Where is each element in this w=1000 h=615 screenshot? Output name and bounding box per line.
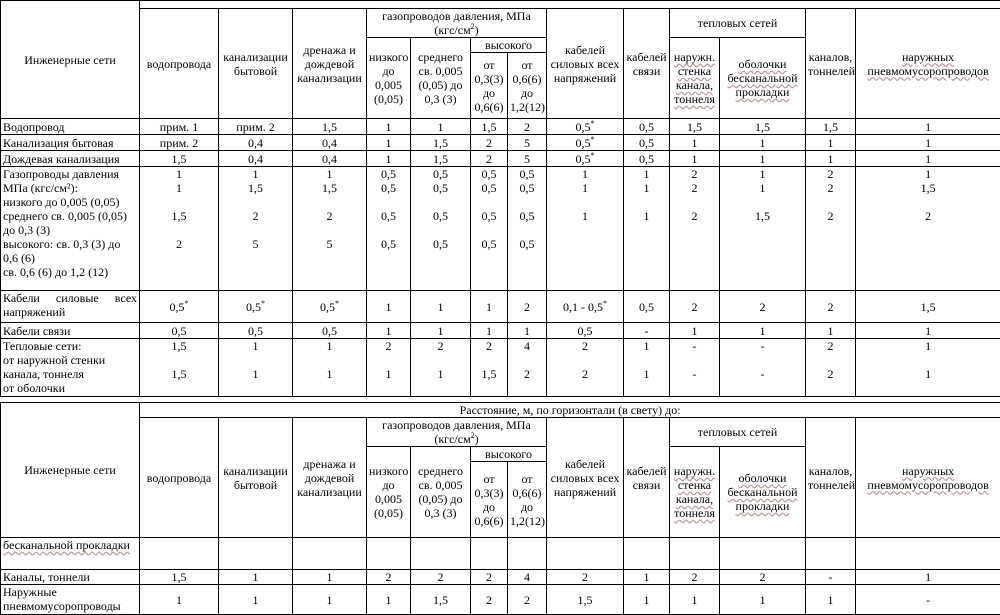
table-cell: 1 1 — [856, 339, 1000, 397]
table-cell: 2 — [367, 570, 411, 585]
row-label: Канализация бытовая — [1, 135, 140, 151]
table-cell: 1 — [411, 291, 471, 323]
table-cell: 1 — [670, 323, 720, 339]
table-cell: прим. 2 — [219, 119, 293, 135]
col-header-gas-group-2: газопроводов давления, МПа $(кгс/см^2)$ — [367, 418, 547, 447]
table-cell: 1 — [508, 323, 547, 339]
table-cell: 1 1,5 2 — [856, 167, 1000, 291]
table-row-shell-continuation — [1, 538, 1000, 570]
col-header-gas-group: газопроводов давления, МПа $(кгс/см^2)$ — [367, 9, 547, 38]
table-cell: 1,5 — [670, 119, 720, 135]
table-cell: 1 1 1 — [547, 167, 624, 291]
table-cell: прим. 2 — [140, 135, 219, 151]
cell-value: 0,1 - 0,5 — [563, 300, 603, 314]
table-cell: 1 — [720, 585, 806, 615]
table-cell: 1 — [624, 570, 670, 585]
table-cell: 1,5 — [547, 585, 624, 615]
table-cell: 1 1,5 2 5 — [293, 167, 367, 291]
col-header-comm-cables-2: кабелей связи — [624, 418, 670, 538]
table-cell: 1 — [367, 323, 411, 339]
table-cell: 0,5 0,5 0,5 0,5 — [411, 167, 471, 291]
col-header-gas-medium: среднего св. 0,005 (0,05) до 0,3 (3) — [411, 38, 471, 119]
col-header-drain-2: дренажа и дождевой канализации — [293, 418, 367, 538]
table-cell: 1 — [411, 119, 471, 135]
table-cell: 2 — [471, 151, 508, 167]
col-header-heat-shell-2: оболочки бесканальной прокладки — [720, 447, 806, 538]
table-cell: 1 — [720, 151, 806, 167]
col-header-drain: дренажа и дождевой канализации — [293, 9, 367, 119]
row-label: Кабели связи — [1, 323, 140, 339]
table-cell: 1 1 — [219, 339, 293, 397]
table-cell: 0,5* — [547, 151, 624, 167]
row-label: Наружные пневмомусоропроводы — [1, 585, 140, 615]
table-cell: 1 — [720, 323, 806, 339]
table-cell: 0,1 - 0,5* — [547, 291, 624, 323]
norms-table-part-2 — [0, 402, 1000, 615]
table-cell: 1 — [411, 323, 471, 339]
table-cell: 1,5 — [293, 119, 367, 135]
cell-value: 0,5 — [576, 120, 591, 134]
col-header-heat-shell: оболочки бесканальной прокладки — [720, 38, 806, 119]
table-cell: 1 — [806, 585, 856, 615]
table-cell: 2 — [471, 570, 508, 585]
table-row — [1, 585, 1000, 615]
col-header-channels-2: каналов, тоннелей — [806, 418, 856, 538]
table-row — [1, 570, 1000, 585]
table-cell: 1 1,5 2 5 — [219, 167, 293, 291]
table-cell: 1 — [806, 135, 856, 151]
table-cell: 1 — [670, 585, 720, 615]
table-cell: 2 1,5 — [471, 339, 508, 397]
col-header-sewer: канализации бытовой — [219, 9, 293, 119]
col-header-gas-high-1: от 0,3(3) до 0,6(6) — [471, 53, 508, 119]
col-header-gas-high-2: высокого — [471, 447, 547, 462]
table-cell: 1 — [806, 323, 856, 339]
table-cell: 1 — [293, 585, 367, 615]
col-header-engineering-networks-2: Инженерные сети — [1, 403, 140, 538]
table-cell: - — [856, 585, 1000, 615]
col-header-water-2: водопровода — [140, 418, 219, 538]
table-cell: 4 2 — [508, 339, 547, 397]
table-row — [1, 119, 1000, 135]
col-header-heat-outer-wall-2: наружн. стенка канала, тоннеля — [670, 447, 720, 538]
table-cell: 0,4 — [219, 135, 293, 151]
col-header-power-cables-2: кабелей силовых всех напряжений — [547, 418, 624, 538]
table-cell: 1,5 — [806, 119, 856, 135]
cell-value: 0,5 — [170, 300, 185, 314]
table-cell: 1,5 — [140, 151, 219, 167]
table-cell: 1 — [367, 135, 411, 151]
table-cell: 1 — [670, 135, 720, 151]
table-row — [1, 291, 1000, 323]
col-header-pneumo: наружных пневмомусоропроводов — [856, 9, 1000, 119]
table-cell: - — [806, 570, 856, 585]
table-cell: 0,5 0,5 0,5 0,5 — [471, 167, 508, 291]
col-header-heat-group-2: тепловых сетей — [670, 418, 806, 447]
table-cell: 0,5* — [293, 291, 367, 323]
row-label: Кабели силовые всех напряжений — [1, 291, 140, 323]
table-cell: 2 1 — [411, 339, 471, 397]
table-cell: 2 — [508, 585, 547, 615]
table-cell: 2 — [411, 570, 471, 585]
row-label: Водопровод — [1, 119, 140, 135]
table-cell: 0,5 — [293, 323, 367, 339]
table-cell: 0,5 — [624, 135, 670, 151]
col-header-gas-medium-2: среднего св. 0,005 (0,05) до 0,3 (3) — [411, 447, 471, 538]
table-cell: 0,5 — [140, 323, 219, 339]
table-cell: 5 — [508, 151, 547, 167]
table-cell: 0,5* — [547, 119, 624, 135]
table-cell: 1 — [219, 585, 293, 615]
table-cell: 0,5 — [219, 323, 293, 339]
table-cell: 1 — [140, 585, 219, 615]
table-row-heat — [1, 339, 1000, 397]
table-cell: 0,5* — [219, 291, 293, 323]
table-cell: 1 — [367, 585, 411, 615]
cell-value: 0,5 — [576, 136, 591, 150]
table-cell: 1 — [720, 135, 806, 151]
table-cell: 1 1 — [293, 339, 367, 397]
table-cell: 1 — [367, 291, 411, 323]
table-cell: - — [624, 323, 670, 339]
col-header-gas-high-1-2: от 0,3(3) до 0,6(6) — [471, 462, 508, 538]
table-cell: 1 — [367, 119, 411, 135]
table-cell: 1 — [670, 151, 720, 167]
table-cell: 2 2 — [806, 339, 856, 397]
col-header-sewer-2: канализации бытовой — [219, 418, 293, 538]
table-cell: 0,5* — [547, 135, 624, 151]
col-header-water: водопровода — [140, 9, 219, 119]
table-cell: 1,5 — [856, 291, 1000, 323]
table-cell: 0,5 — [547, 323, 624, 339]
row-label: Газопроводы давления МПа (кгс/см²): низкого до 0,005 (0,05) среднего св. 0,005 (0,05) до 0,3 (3) высокого: св. 0,3 (3) до 0,6 (6) св. 0,6 (6) до 1,2 (12) — [1, 167, 140, 291]
table-cell: 1,5 — [411, 135, 471, 151]
col-header-pneumo-2: наружных пневмомусоропроводов — [856, 418, 1000, 538]
col-header-comm-cables: кабелей связи — [624, 9, 670, 119]
table-cell: 1 1 — [624, 339, 670, 397]
table-cell: 1,5 — [720, 119, 806, 135]
row-label: бесканальной прокладки — [1, 538, 140, 570]
table-cell: 1 — [471, 323, 508, 339]
col-header-gas-high-2-2: от 0,6(6) до 1,2(12) — [508, 462, 547, 538]
col-header-engineering-networks: Инженерные сети — [1, 1, 140, 119]
table-cell: 1 — [856, 119, 1000, 135]
col-header-heat-outer-wall: наружн. стенка канала, тоннеля — [670, 38, 720, 119]
distance-caption-top — [140, 1, 1000, 9]
col-header-power-cables: кабелей силовых всех напряжений — [547, 9, 624, 119]
table-cell: 2 — [471, 585, 508, 615]
table-cell: 1 — [856, 323, 1000, 339]
table-cell: 0,5 0,5 0,5 0,5 — [508, 167, 547, 291]
row-label: Каналы, тоннели — [1, 570, 140, 585]
table-row — [1, 151, 1000, 167]
table-cell: 2 — [508, 119, 547, 135]
col-header-gas-low: низкого до 0,005 (0,05) — [367, 38, 411, 119]
table-cell: 1 — [367, 151, 411, 167]
table-cell: 1 1 1,5 2 — [140, 167, 219, 291]
table-cell: 0,5* — [140, 291, 219, 323]
table-cell: 1 — [219, 570, 293, 585]
table-cell: 0,4 — [293, 151, 367, 167]
table-cell: 1,5 — [411, 151, 471, 167]
table-cell: 1 1 1,5 — [720, 167, 806, 291]
table-cell: 2 2 2 — [670, 167, 720, 291]
table-cell: 2 1 — [367, 339, 411, 397]
col-header-gas-low-2: низкого до 0,005 (0,05) — [367, 447, 411, 538]
table-cell: 1,5 1,5 — [140, 339, 219, 397]
table-cell: 1 — [624, 585, 670, 615]
table-cell: 1 — [293, 570, 367, 585]
table-cell: 1 — [471, 291, 508, 323]
table-cell: - - — [670, 339, 720, 397]
table-cell: 0,4 — [219, 151, 293, 167]
table-cell: 2 — [670, 291, 720, 323]
col-header-gas-high: высокого — [471, 38, 547, 53]
table-row-gas — [1, 167, 1000, 291]
table-cell: - - — [720, 339, 806, 397]
col-header-heat-group: тепловых сетей — [670, 9, 806, 38]
table-cell: 2 2 2 — [806, 167, 856, 291]
table-cell: 1,5 — [140, 570, 219, 585]
table-row — [1, 323, 1000, 339]
table-cell: 1 — [806, 151, 856, 167]
col-header-channels: каналов, тоннелей — [806, 9, 856, 119]
table-row — [1, 135, 1000, 151]
table-cell: 0,5 — [624, 151, 670, 167]
table-cell: 2 — [670, 570, 720, 585]
cell-value: 0,5 — [246, 300, 261, 314]
table-cell: 2 — [471, 135, 508, 151]
table-cell: 1,5 — [411, 585, 471, 615]
table-cell: прим. 1 — [140, 119, 219, 135]
table-cell: 0,5 — [624, 291, 670, 323]
table-cell: 2 — [720, 291, 806, 323]
row-label: Тепловые сети: от наружной стенки канала, тоннеля от оболочки — [1, 339, 140, 397]
table-cell: 2 — [508, 291, 547, 323]
table-cell: 0,4 — [293, 135, 367, 151]
table-cell: 2 — [547, 570, 624, 585]
table-cell: 2 — [720, 570, 806, 585]
table-cell: 2 — [806, 291, 856, 323]
table-cell: 0,5 0,5 0,5 0,5 — [367, 167, 411, 291]
cell-value: 0,5 — [576, 152, 591, 166]
table-cell: 1 — [856, 570, 1000, 585]
table-cell: 1 1 1 — [624, 167, 670, 291]
table-cell: 5 — [508, 135, 547, 151]
table-cell: 1 — [856, 151, 1000, 167]
table-cell: 0,5 — [624, 119, 670, 135]
table-cell: 4 — [508, 570, 547, 585]
distance-caption: Расстояние, м, по горизонтали (в свету) до: — [140, 403, 1000, 418]
table-cell: 1,5 — [471, 119, 508, 135]
row-label: Дождевая канализация — [1, 151, 140, 167]
cell-value: 0,5 — [320, 300, 335, 314]
col-header-gas-high-2: от 0,6(6) до 1,2(12) — [508, 53, 547, 119]
table-cell: 1 — [856, 135, 1000, 151]
table-cell: 2 2 — [547, 339, 624, 397]
